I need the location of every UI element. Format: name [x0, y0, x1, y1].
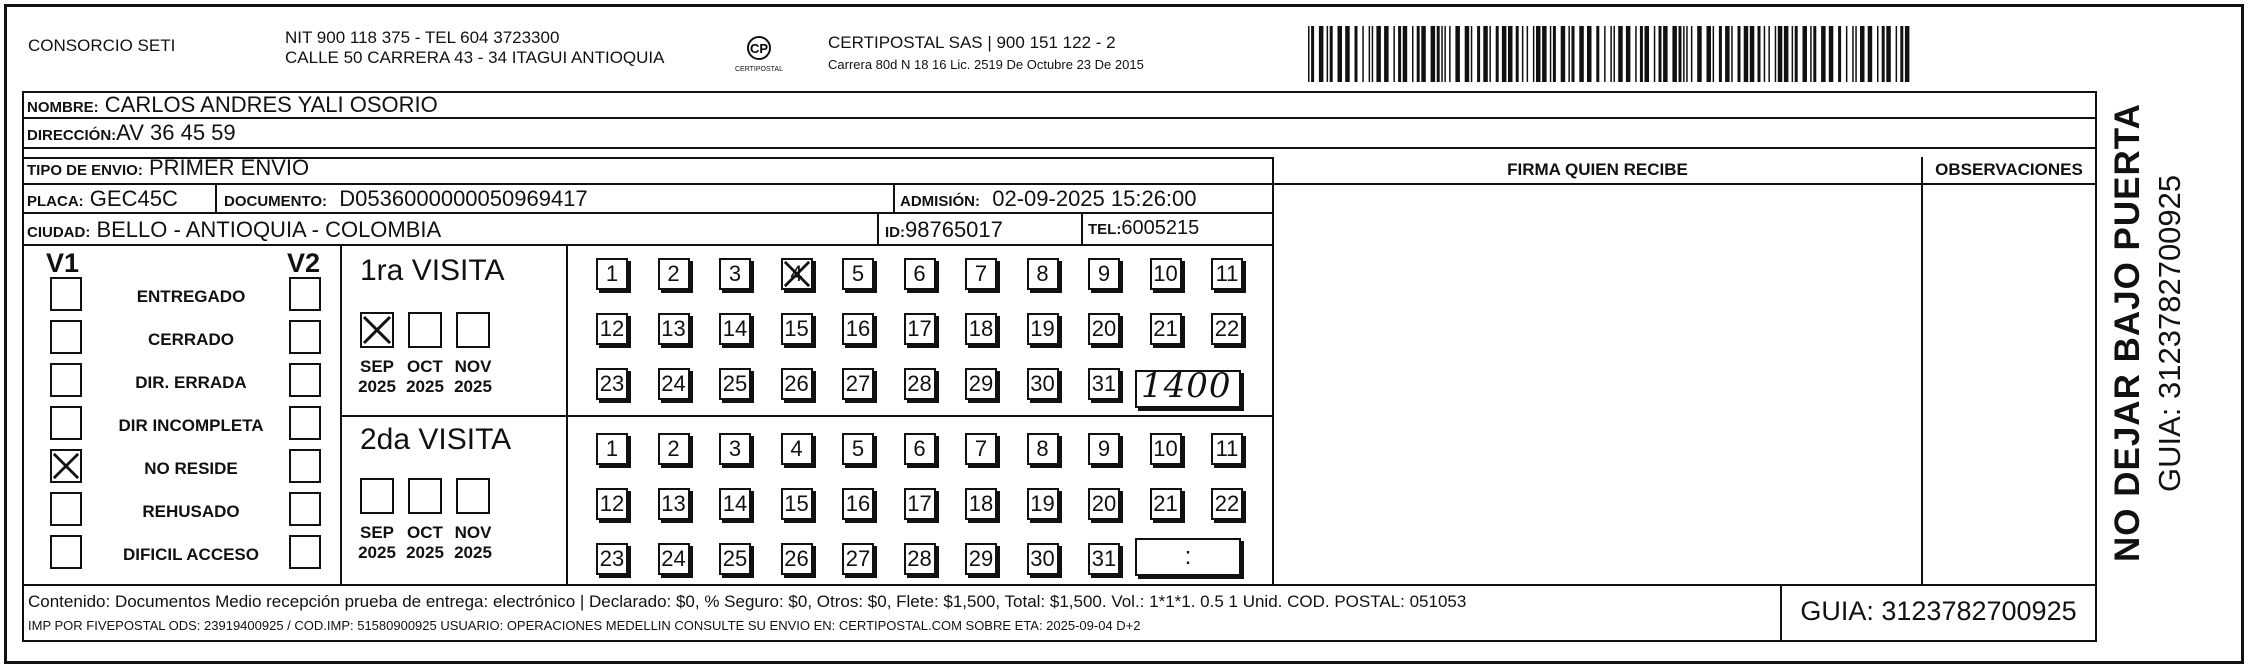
plate-field: PLACA: GEC45C: [27, 186, 178, 211]
v2-checkbox-4[interactable]: [289, 449, 321, 483]
visit1-title: 1ra VISITA: [360, 254, 505, 287]
city: BELLO - ANTIOQUIA - COLOMBIA: [96, 217, 442, 242]
visit1-day-box[interactable]: 13: [658, 313, 690, 345]
v2-checkbox-6[interactable]: [289, 535, 321, 569]
visit1-month-label: OCT 2025: [406, 357, 444, 396]
visit2-day-box[interactable]: 22: [1211, 488, 1243, 520]
tel-field: TEL:6005215: [1088, 217, 1200, 239]
carrier-line: CERTIPOSTAL SAS | 900 151 122 - 2: [828, 33, 1116, 52]
visit2-day-box[interactable]: 6: [904, 433, 936, 465]
recipient-address: AV 36 45 59: [116, 120, 236, 145]
visit2-day-box[interactable]: 2: [658, 433, 690, 465]
visit1-day-box[interactable]: 15: [781, 313, 813, 345]
visit1-day-box[interactable]: 10: [1150, 258, 1182, 290]
visit2-day-box[interactable]: 29: [965, 543, 997, 575]
observations-header: OBSERVACIONES: [1935, 160, 2083, 179]
visit2-day-box[interactable]: 15: [781, 488, 813, 520]
visit1-day-box[interactable]: 19: [1027, 313, 1059, 345]
visit1-month-box-sep[interactable]: [360, 312, 394, 348]
reason-label: DIR. ERRADA: [135, 373, 247, 392]
visit2-day-box[interactable]: 18: [965, 488, 997, 520]
tel-number: 6005215: [1121, 217, 1200, 239]
side-warning: NO DEJAR BAJO PUERTA: [2108, 103, 2147, 562]
certipostal-logo: CP CERTIPOSTAL: [728, 30, 790, 80]
visit1-day-box[interactable]: 22: [1211, 313, 1243, 345]
visit1-day-box[interactable]: 31: [1088, 368, 1120, 400]
v1-checkbox-5[interactable]: [50, 492, 82, 526]
v2-checkbox-3[interactable]: [289, 406, 321, 440]
imp-line: IMP POR FIVEPOSTAL ODS: 23919400925 / COD.IMP: 51580900925 USUARIO: OPERACIONES MEDELLIN CONSULTE SU ENVIO EN: CERTIPOSTAL.COM SOBRE ETA: 2025-09-04 D+2: [28, 618, 1141, 633]
visit1-day-box[interactable]: 27: [842, 368, 874, 400]
visit1-day-box[interactable]: 25: [719, 368, 751, 400]
visit2-day-box[interactable]: 12: [596, 488, 628, 520]
visit1-day-box[interactable]: 21: [1150, 313, 1182, 345]
visit1-day-box[interactable]: 17: [904, 313, 936, 345]
visit2-day-box[interactable]: 23: [596, 543, 628, 575]
visit2-day-box[interactable]: 9: [1088, 433, 1120, 465]
visit1-day-box[interactable]: 11: [1211, 258, 1243, 290]
visit2-day-box[interactable]: 17: [904, 488, 936, 520]
visit2-day-box[interactable]: 24: [658, 543, 690, 575]
visit2-day-box[interactable]: 14: [719, 488, 751, 520]
visit2-day-box[interactable]: 11: [1211, 433, 1243, 465]
visit1-day-box[interactable]: 29: [965, 368, 997, 400]
barcode: [1308, 26, 1920, 82]
visit2-day-box[interactable]: 20: [1088, 488, 1120, 520]
visit2-day-box[interactable]: 28: [904, 543, 936, 575]
document-number: D0536000000050969417: [339, 186, 588, 211]
visit2-day-box[interactable]: 26: [781, 543, 813, 575]
visit2-month-label: NOV 2025: [454, 523, 492, 562]
id-field: ID:98765017: [885, 217, 1003, 242]
footer-guia: GUIA: 3123782700925: [1800, 596, 2077, 626]
reason-label: DIR INCOMPLETA: [118, 416, 264, 435]
visit1-day-box[interactable]: 16: [842, 313, 874, 345]
visit1-day-box[interactable]: 18: [965, 313, 997, 345]
ship-type: PRIMER ENVIO: [148, 155, 310, 180]
visit2-day-box[interactable]: 5: [842, 433, 874, 465]
visit1-time-box[interactable]: [1135, 366, 1241, 408]
visit2-month-box-oct[interactable]: [408, 478, 442, 514]
admission-field: ADMISIÓN: 02-09-2025 15:26:00: [900, 186, 1197, 211]
v1-checkbox-3[interactable]: [50, 406, 82, 440]
content-line: Contenido: Documentos Medio recepción prueba de entrega: electrónico | Declarado: $0, % Seguro: $0, Otros: $0, Flete: $1,500, Total: $1,500. Vol.: 1*1*1. 0.5 1 Unid. COD. POSTAL: 051053: [28, 592, 1467, 611]
visit2-month-label: OCT 2025: [406, 523, 444, 562]
visit2-title: 2da VISITA: [360, 423, 512, 456]
visit2-day-box[interactable]: 1: [596, 433, 628, 465]
company-name: CONSORCIO SETI: [28, 36, 176, 55]
visit1-day-box[interactable]: 14: [719, 313, 751, 345]
visit2-day-box[interactable]: 13: [658, 488, 690, 520]
visit1-day-box[interactable]: 8: [1027, 258, 1059, 290]
recipient-address-field: DIRECCIÓN:AV 36 45 59: [27, 120, 236, 145]
reason-label: REHUSADO: [142, 502, 240, 521]
v2-checkbox-2[interactable]: [289, 363, 321, 397]
ship-type-field: TIPO DE ENVIO: PRIMER ENVIO: [27, 155, 310, 180]
visit2-day-box[interactable]: 30: [1027, 543, 1059, 575]
visit1-month-label: NOV 2025: [454, 357, 492, 396]
visit1-day-box[interactable]: 30: [1027, 368, 1059, 400]
visit2-day-box[interactable]: 25: [719, 543, 751, 575]
id-number: 98765017: [905, 217, 1003, 242]
signature-header: FIRMA QUIEN RECIBE: [1507, 160, 1688, 179]
visit2-day-box[interactable]: 16: [842, 488, 874, 520]
visit1-day-box[interactable]: 1: [596, 258, 628, 290]
nit-line: NIT 900 118 375 - TEL 604 3723300: [285, 28, 560, 47]
v1-checkbox-0[interactable]: [50, 277, 82, 311]
recipient-name: CARLOS ANDRES YALI OSORIO: [104, 92, 438, 117]
visit1-month-label: SEP 2025: [358, 357, 396, 396]
visit1-day-box[interactable]: 4: [781, 258, 813, 290]
visit2-day-box[interactable]: 10: [1150, 433, 1182, 465]
visit1-day-box[interactable]: 28: [904, 368, 936, 400]
reason-label: ENTREGADO: [136, 287, 246, 306]
visit2-month-label: SEP 2025: [358, 523, 396, 562]
v1-checkbox-1[interactable]: [50, 320, 82, 354]
recipient-name-field: NOMBRE: CARLOS ANDRES YALI OSORIO: [27, 92, 438, 117]
visit2-day-box[interactable]: 3: [719, 433, 751, 465]
visit1-time-handwritten: 1400: [1141, 366, 1232, 406]
visit1-day-box[interactable]: 23: [596, 368, 628, 400]
v2-checkbox-5[interactable]: [289, 492, 321, 526]
visit2-day-box[interactable]: 4: [781, 433, 813, 465]
v1-checkbox-4[interactable]: [50, 449, 82, 483]
visit2-time-box[interactable]: :: [1135, 538, 1241, 576]
visit1-day-box[interactable]: 5: [842, 258, 874, 290]
visit1-day-box[interactable]: 12: [596, 313, 628, 345]
visit2-month-box-nov[interactable]: [456, 478, 490, 514]
visit1-month-box-oct[interactable]: [408, 312, 442, 348]
visit2-day-box[interactable]: 7: [965, 433, 997, 465]
v2-checkbox-1[interactable]: [289, 320, 321, 354]
visit2-day-box[interactable]: 19: [1027, 488, 1059, 520]
visit2-day-box[interactable]: 8: [1027, 433, 1059, 465]
svg-text:CP: CP: [749, 41, 769, 56]
v1-header: V1: [46, 248, 80, 278]
visit1-day-box[interactable]: 24: [658, 368, 690, 400]
visit1-day-box[interactable]: 20: [1088, 313, 1120, 345]
side-guia: GUIA: 3123782700925: [2152, 174, 2187, 492]
v1-checkbox-6[interactable]: [50, 535, 82, 569]
visit1-day-box[interactable]: 6: [904, 258, 936, 290]
reason-label: NO RESIDE: [144, 459, 238, 478]
visit1-day-box[interactable]: 3: [719, 258, 751, 290]
admission-date: 02-09-2025 15:26:00: [992, 186, 1197, 211]
visit1-day-box[interactable]: 26: [781, 368, 813, 400]
visit2-month-box-sep[interactable]: [360, 478, 394, 514]
v2-header: V2: [287, 248, 321, 278]
city-field: CIUDAD: BELLO - ANTIOQUIA - COLOMBIA: [27, 217, 442, 242]
visit1-day-box[interactable]: 9: [1088, 258, 1120, 290]
document-field: DOCUMENTO: D0536000000050969417: [224, 186, 588, 211]
reason-label: CERRADO: [148, 330, 234, 349]
plate: GEC45C: [89, 186, 178, 211]
visit1-day-box[interactable]: 7: [965, 258, 997, 290]
visit2-day-box[interactable]: 27: [842, 543, 874, 575]
license-line: Carrera 80d N 18 16 Lic. 2519 De Octubre 23 De 2015: [828, 57, 1144, 72]
visit2-day-box[interactable]: 21: [1150, 488, 1182, 520]
address-line: CALLE 50 CARRERA 43 - 34 ITAGUI ANTIOQUIA: [285, 48, 665, 67]
visit1-month-box-nov[interactable]: [456, 312, 490, 348]
visit2-day-box[interactable]: 31: [1088, 543, 1120, 575]
visit1-day-box[interactable]: 2: [658, 258, 690, 290]
reason-label: DIFICIL ACCESO: [122, 545, 259, 564]
v2-checkbox-0[interactable]: [289, 277, 321, 311]
v1-checkbox-2[interactable]: [50, 363, 82, 397]
